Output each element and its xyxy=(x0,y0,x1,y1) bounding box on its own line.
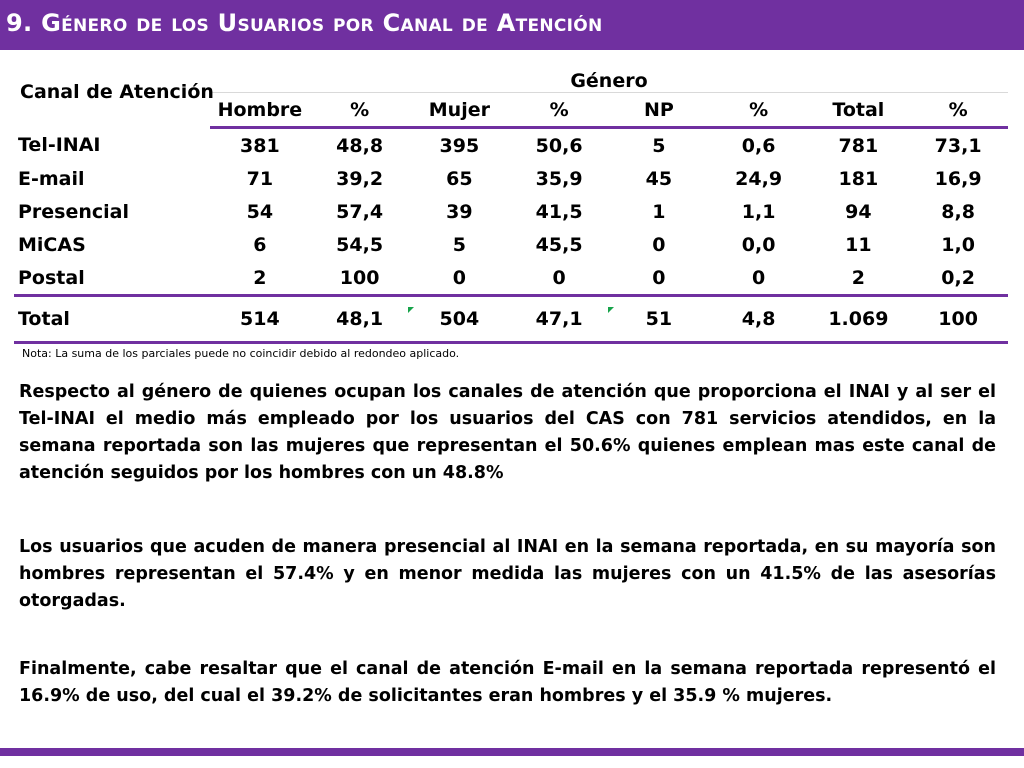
cell: 395 xyxy=(439,134,480,157)
total-row xyxy=(14,296,1008,343)
group-header-label: Género xyxy=(210,57,1008,93)
cell: 11 xyxy=(845,233,872,256)
cell: 2 xyxy=(253,266,267,289)
gender-by-channel-table xyxy=(14,57,1008,344)
cell: 0,2 xyxy=(941,266,975,289)
table-note: Nota: La suma de los parciales puede no coincidir debido al redondeo aplicado. xyxy=(22,347,460,360)
table-row xyxy=(14,128,1008,163)
total-cell: 47,1 xyxy=(509,296,609,343)
total-cell: 1.069 xyxy=(809,296,909,343)
cell: 1 xyxy=(652,200,666,223)
cell: 0,0 xyxy=(741,233,776,256)
total-label: Total xyxy=(14,296,210,343)
cell: 0 xyxy=(652,233,666,256)
total-cell: 48,1 xyxy=(310,296,410,343)
cell: 0 xyxy=(552,266,566,289)
cell: 1,1 xyxy=(741,200,776,223)
title-bar xyxy=(0,0,1024,50)
table-row xyxy=(14,162,1008,195)
cell: 35,9 xyxy=(535,167,583,190)
cell: 5 xyxy=(452,233,466,256)
cell: 6 xyxy=(253,233,267,256)
total-cell: 504 xyxy=(410,296,510,343)
row-label: Tel-INAI xyxy=(18,133,101,156)
cell: 54 xyxy=(246,200,274,223)
column-header: % xyxy=(310,93,410,128)
cell: 39,2 xyxy=(336,167,384,190)
row-label: Presencial xyxy=(18,200,130,223)
row-label: E-mail xyxy=(18,167,85,190)
cell-marker-icon xyxy=(608,307,614,313)
cell: 54,5 xyxy=(336,233,384,256)
paragraph-3: Finalmente, cabe resaltar que el canal de atención E-mail en la semana reportada representó el 16.9% de uso, del cual el 39.2% de solicitantes eran hombres y el 35.9 % mujeres. xyxy=(19,659,996,706)
cell: 0 xyxy=(652,266,666,289)
column-header: % xyxy=(908,93,1008,128)
cell: 8,8 xyxy=(941,200,975,223)
cell: 1,0 xyxy=(941,233,975,256)
cell: 0 xyxy=(452,266,466,289)
cell-marker-icon xyxy=(408,307,414,313)
cell: 0 xyxy=(752,266,766,289)
cell: 73,1 xyxy=(934,134,982,157)
paragraph-2: Los usuarios que acuden de manera presencial al INAI en la semana reportada, en su mayoría son hombres representan el 57.4% y en menor medida las mujeres con un 41.5% de las asesorías otorgadas. xyxy=(19,537,996,611)
cell: 57,4 xyxy=(336,200,384,223)
cell: 0,6 xyxy=(741,134,776,157)
cell: 39 xyxy=(446,200,473,223)
total-cell: 51 xyxy=(609,296,709,343)
column-header: % xyxy=(709,93,809,128)
cell: 94 xyxy=(845,200,872,223)
column-header: Total xyxy=(809,93,909,128)
row-header-label: Canal de Atención xyxy=(20,81,214,104)
cell: 48,8 xyxy=(336,134,384,157)
total-cell: 514 xyxy=(210,296,310,343)
cell: 45,5 xyxy=(535,233,583,256)
cell: 5 xyxy=(652,134,666,157)
column-header: Hombre xyxy=(210,93,310,128)
cell: 781 xyxy=(838,134,879,157)
slide-title: 9. Género de los Usuarios por Canal de Atención xyxy=(6,9,603,37)
total-cell: 4,8 xyxy=(709,296,809,343)
column-header: % xyxy=(509,93,609,128)
cell: 45 xyxy=(645,167,673,190)
table-row xyxy=(14,261,1008,296)
table-header-row xyxy=(14,57,1008,93)
bottom-bar xyxy=(0,748,1024,756)
row-label: MiCAS xyxy=(18,233,86,256)
cell: 181 xyxy=(838,167,879,190)
table-row xyxy=(14,228,1008,261)
cell: 71 xyxy=(246,167,274,190)
column-header: Mujer xyxy=(410,93,510,128)
cell: 65 xyxy=(446,167,473,190)
cell: 381 xyxy=(240,134,280,157)
table-row xyxy=(14,195,1008,228)
cell: 2 xyxy=(851,266,865,289)
column-header: NP xyxy=(609,93,709,128)
total-cell: 100 xyxy=(908,296,1008,343)
row-label: Postal xyxy=(18,266,85,289)
paragraph-1: Respecto al género de quienes ocupan los canales de atención que proporciona el INAI y al ser el Tel-INAI el medio más empleado por los usuarios del CAS con 781 servicios atendidos, en la semana reportada son las mujeres que representan el 50.6% quienes emplean mas este canal de atención seguidos por los hombres con un 48.8% xyxy=(19,382,996,483)
cell: 41,5 xyxy=(535,200,583,223)
cell: 24,9 xyxy=(735,167,783,190)
cell: 100 xyxy=(339,266,380,289)
cell: 16,9 xyxy=(934,167,982,190)
cell: 50,6 xyxy=(535,134,583,157)
